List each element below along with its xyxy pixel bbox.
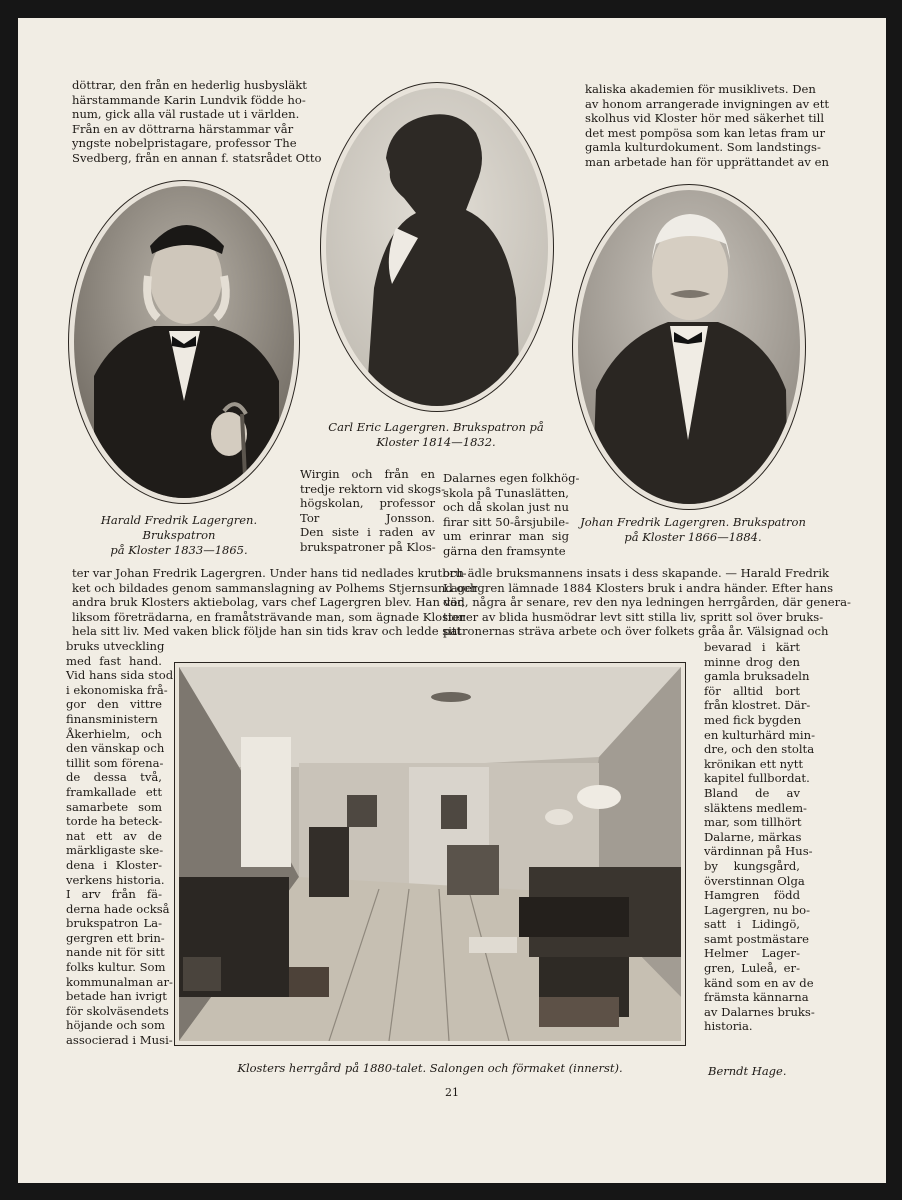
text-top-right xyxy=(585,82,830,170)
text-narrow-right-line: satt i Lidingö, xyxy=(704,917,800,932)
text-wide-left-line: hela sitt liv. Med vaken blick följde han sin tids krav och ledde sitt xyxy=(72,624,462,639)
text-mid-col2-line: högskolan, professor xyxy=(300,496,435,511)
text-narrow-left-line: höjande och som xyxy=(66,1018,165,1033)
portrait-left-image xyxy=(74,186,294,498)
text-narrow-right-line: dre, och den stolta xyxy=(704,742,815,757)
text-top-right-line: av honom arrangerade invigningen av ett xyxy=(585,96,830,111)
text-mid-col2-line: tredje rektorn vid skogs- xyxy=(300,481,445,496)
portrait-center-image xyxy=(326,88,548,406)
text-top-left-line: yngste nobelpristagare, professor The xyxy=(72,136,297,151)
text-narrow-right-line: värdinnan på Hus- xyxy=(704,844,813,859)
text-narrow-left-line: brukspatron La- xyxy=(66,916,162,931)
text-narrow-left-line: framkallade ett xyxy=(66,784,162,799)
text-narrow-left-line: den vänskap och xyxy=(66,741,165,756)
text-narrow-right-line: känd som en av de xyxy=(704,975,814,990)
text-top-right-line: kaliska akademien för musiklivets. Den xyxy=(585,82,816,96)
text-narrow-right-line: Bland de av xyxy=(704,785,800,800)
text-narrow-left-line: dena i Kloster- xyxy=(66,857,162,872)
text-narrow-right-line: gren, Luleå, er- xyxy=(704,961,800,976)
interior-photo xyxy=(174,662,686,1046)
text-narrow-left-line: med fast hand. xyxy=(66,653,162,668)
magazine-page xyxy=(18,18,886,1183)
text-narrow-right-line: med fick bygden xyxy=(704,712,802,727)
text-narrow-right-line: mar, som tillhört xyxy=(704,815,802,830)
text-wide-left-line: ket och bildades genom sammanslagning av Polhems Stjernsund och xyxy=(72,580,478,595)
text-mid-col3-line: och då skolan just nu xyxy=(443,500,569,515)
text-mid-col3-line: Dalarnes egen folkhög- xyxy=(443,471,580,485)
text-top-left-line: döttrar, den från en hederlig husbysläkt xyxy=(72,78,307,92)
text-narrow-right-line: gamla bruksadeln xyxy=(704,669,810,684)
text-narrow-right-line: för alltid bort xyxy=(704,683,800,698)
text-mid-col2 xyxy=(300,467,445,555)
text-narrow-left-line: samarbete som xyxy=(66,799,162,814)
text-narrow-left-line: i ekonomiska frå- xyxy=(66,682,168,697)
text-narrow-right-line: by kungsgård, xyxy=(704,858,800,873)
caption-portrait-center xyxy=(318,420,554,450)
text-wide-right-line: död, några år senare, rev den nya ledningen herrgården, där genera- xyxy=(443,595,851,610)
interior-photo-image xyxy=(179,667,681,1041)
text-narrow-left-line: märkligaste ske- xyxy=(66,843,164,858)
caption-portrait-right xyxy=(578,515,808,545)
text-narrow-right-line: Helmer Lager- xyxy=(704,946,800,961)
text-narrow-left-line: Åkerhielm, och xyxy=(66,726,162,741)
text-narrow-right-line: bevarad i kärt xyxy=(704,640,800,654)
text-wide-left xyxy=(72,566,478,639)
text-narrow-left-line: Vid hans sida stod xyxy=(66,668,174,683)
caption-left-line-2: på Kloster 1833—1865. xyxy=(110,543,248,557)
text-top-right-line: gamla kulturdokument. Som landstings- xyxy=(585,140,821,155)
text-narrow-left-line: folks kultur. Som xyxy=(66,960,166,975)
text-top-left-line: Svedberg, från en annan f. statsrådet Otto xyxy=(72,150,322,165)
page-number: 21 xyxy=(445,1086,459,1099)
text-mid-col2-line: brukspatroner på Klos- xyxy=(300,539,436,554)
text-narrow-right-line: kapitel fullbordat. xyxy=(704,771,810,786)
text-narrow-left-line: verkens historia. xyxy=(66,872,165,887)
text-mid-col2-line: Den siste i raden av xyxy=(300,525,435,540)
text-wide-right-line: tioner av blida husmödrar levt sitt stilla liv, spritt sol över bruks- xyxy=(443,609,824,624)
text-narrow-left-line: associerad i Musi- xyxy=(66,1033,173,1048)
text-top-right-line: det mest pompösa som kan letas fram ur xyxy=(585,125,826,140)
text-narrow-right-line: samt postmästare xyxy=(704,931,810,946)
text-top-left xyxy=(72,78,322,166)
text-wide-right-line: patronernas sträva arbete och över folkets gråa år. Välsignad och xyxy=(443,624,829,639)
text-narrow-left-line: derna hade också xyxy=(66,901,170,916)
text-narrow-left-line: de dessa två, xyxy=(66,770,162,785)
caption-right-line-2: på Kloster 1866—1884. xyxy=(624,530,762,544)
text-narrow-right-line: historia. xyxy=(704,1019,753,1034)
text-mid-col3-line: um erinrar man sig xyxy=(443,529,569,544)
portrait-harald-fredrik-lagergren xyxy=(68,180,300,504)
text-wide-right xyxy=(443,566,851,639)
text-narrow-right-line: Hamgren född xyxy=(704,888,800,903)
text-mid-col3 xyxy=(443,471,580,559)
text-narrow-right-line: av Dalarnes bruks- xyxy=(704,1004,815,1019)
text-wide-right-line: och ädle bruksmannens insats i dess skapande. — Harald Fredrik xyxy=(443,566,830,580)
text-narrow-right-line: minne drog den xyxy=(704,654,800,669)
caption-center-line-2: Kloster 1814—1832. xyxy=(376,435,496,449)
text-narrow-right xyxy=(704,640,815,1034)
text-narrow-right-line: främsta kännarna xyxy=(704,990,809,1005)
text-narrow-left xyxy=(66,639,174,1048)
text-mid-col3-line: gärna den framsynte xyxy=(443,543,566,558)
text-mid-col2-line: Tor Jonsson. xyxy=(300,510,435,525)
caption-right-line-1: Johan Fredrik Lagergren. Brukspatron xyxy=(580,515,806,529)
text-narrow-left-line: tillit som förena- xyxy=(66,755,164,770)
text-top-left-line: härstammande Karin Lundvik födde ho- xyxy=(72,92,306,107)
text-narrow-right-line: från klostret. Där- xyxy=(704,698,811,713)
text-narrow-right-line: krönikan ett nytt xyxy=(704,756,804,771)
text-narrow-left-line: I arv från fä- xyxy=(66,887,162,902)
text-wide-right-line: Lagergren lämnade 1884 Klosters bruk i andra händer. Efter hans xyxy=(443,580,834,595)
text-wide-left-line: ter var Johan Fredrik Lagergren. Under hans tid nedlades krutbru- xyxy=(72,566,467,580)
text-narrow-left-line: torde ha beteck- xyxy=(66,814,163,829)
portrait-carl-eric-lagergren xyxy=(320,82,554,412)
text-narrow-left-line: betade han ivrigt xyxy=(66,989,167,1004)
text-narrow-right-line: Dalarne, märkas xyxy=(704,829,802,844)
caption-portrait-left xyxy=(64,513,294,558)
signature: Berndt Hage. xyxy=(708,1064,787,1078)
text-narrow-right-line: Lagergren, nu bo- xyxy=(704,902,811,917)
text-narrow-left-line: nat ett av de xyxy=(66,828,162,843)
text-top-right-line: man arbetade han för upprättandet av en xyxy=(585,154,829,169)
text-wide-left-line: liksom företrädarna, en framåtsträvande man, som ägnade Kloster xyxy=(72,609,466,624)
text-narrow-left-line: bruks utveckling xyxy=(66,639,165,653)
text-narrow-left-line: gergren ett brin- xyxy=(66,930,165,945)
text-top-left-line: Från en av döttrarna härstammar vår xyxy=(72,121,294,136)
text-narrow-left-line: gor den vittre xyxy=(66,697,162,712)
text-top-left-line: num, gick alla väl rustade ut i världen. xyxy=(72,107,300,122)
text-narrow-right-line: överstinnan Olga xyxy=(704,873,805,888)
caption-left-line-1: Harald Fredrik Lagergren. Brukspatron xyxy=(100,513,258,542)
text-wide-left-line: andra bruk Klosters aktiebolag, vars chef Lagergren blev. Han var, xyxy=(72,595,466,610)
text-narrow-right-line: släktens medlem- xyxy=(704,800,807,815)
portrait-right-image xyxy=(578,190,800,504)
caption-center-line-1: Carl Eric Lagergren. Brukspatron på xyxy=(328,420,544,434)
portrait-johan-fredrik-lagergren xyxy=(572,184,806,510)
text-narrow-right-line: en kulturhärd min- xyxy=(704,727,815,742)
text-top-right-line: skolhus vid Kloster hör med säkerhet till xyxy=(585,111,825,126)
text-narrow-left-line: finansministern xyxy=(66,711,158,726)
text-narrow-left-line: kommunalman ar- xyxy=(66,974,173,989)
text-narrow-left-line: för skolväsendets xyxy=(66,1003,169,1018)
caption-interior-photo: Klosters herrgård på 1880-talet. Salongen och förmaket (innerst). xyxy=(237,1061,623,1075)
text-mid-col3-line: skola på Tunaslätten, xyxy=(443,485,569,500)
text-mid-col2-line: Wirgin och från en xyxy=(300,467,435,481)
text-mid-col3-line: firar sitt 50-årsjubile- xyxy=(443,514,569,529)
text-narrow-left-line: nande nit för sitt xyxy=(66,945,165,960)
